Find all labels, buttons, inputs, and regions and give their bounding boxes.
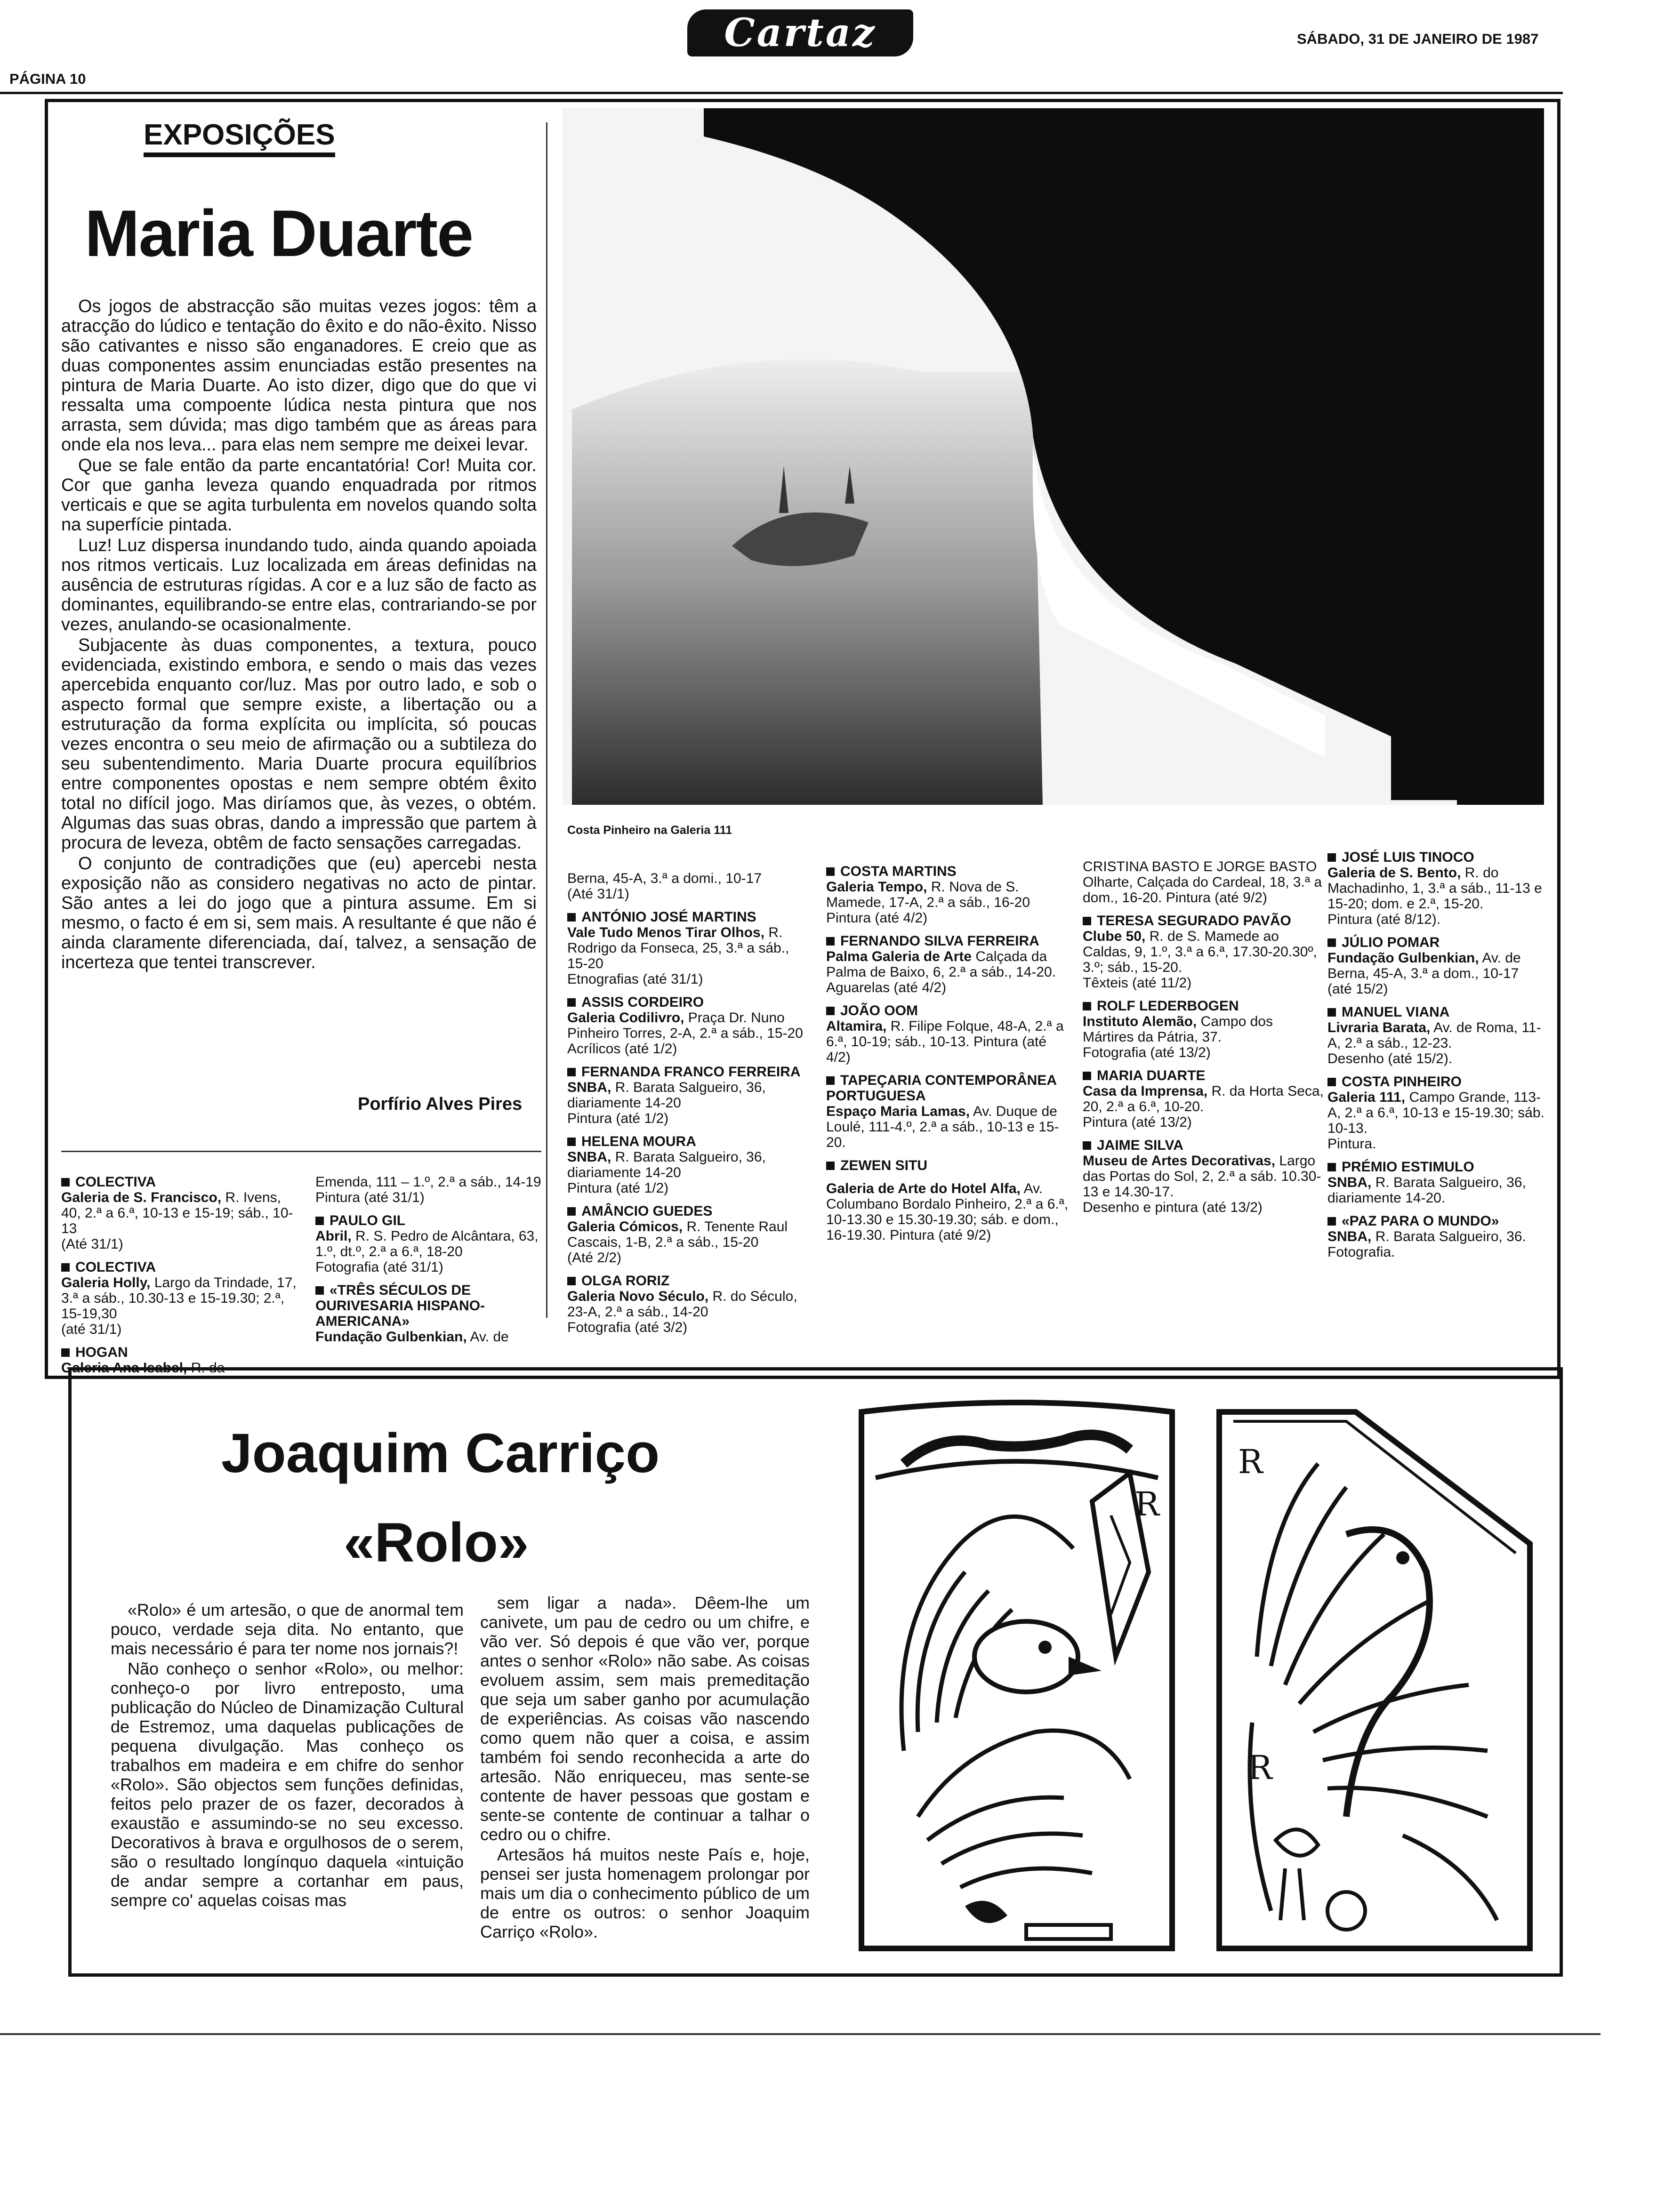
listing-details: R. Ivens, 40, 2.ª a 6.ª, 10-13 e 15-19; sáb., 10-13 bbox=[61, 1190, 293, 1236]
listing-details: Campo dos Mártires da Pátria, 37. bbox=[1083, 1014, 1273, 1045]
bullet-square-icon bbox=[61, 1348, 70, 1357]
listing-entry bbox=[826, 1158, 1069, 1173]
listing-details: R. Barata Salgueiro, 36, diariamente 14-20 bbox=[567, 1080, 766, 1111]
listing-entry bbox=[1327, 935, 1549, 997]
listing-entry bbox=[1327, 1074, 1549, 1152]
listings-column-5 bbox=[1083, 859, 1327, 1223]
listing-entry bbox=[567, 1273, 812, 1335]
listing-artist: «PAZ PARA O MUNDO» bbox=[1342, 1213, 1499, 1229]
listing-details: Calçada da Palma de Baixo, 6, 2.ª a sáb., 14-20. Aguarelas (até 4/2) bbox=[826, 949, 1056, 995]
listing-artist: TAPEÇARIA CONTEMPORÂNEA PORTUGUESA bbox=[826, 1073, 1056, 1104]
rolo-body-col1 bbox=[111, 1600, 464, 1911]
bullet-square-icon bbox=[1083, 917, 1091, 925]
listing-details: R. do Machadinho, 1, 3.ª a sáb., 11-13 e 15-20; dom. e 2.ª, 15-20. bbox=[1327, 865, 1542, 912]
listing-entry bbox=[315, 1174, 546, 1205]
listing-details: R. Barata Salgueiro, 36, diariamente 14-20. bbox=[1327, 1175, 1526, 1206]
bullet-square-icon bbox=[567, 998, 576, 1007]
listing-entry bbox=[1083, 1138, 1327, 1215]
listing-details: R. Rodrigo da Fonseca, 25, 3.ª a sáb., 15-20 bbox=[567, 925, 789, 971]
listing-details: Campo Grande, 113-A, 2.ª a 6.ª, 10-13 e 15-19.30; sáb. 10-13. bbox=[1327, 1090, 1544, 1136]
listing-note: Etnografias (até 31/1) bbox=[567, 971, 703, 987]
listing-venue: Galeria de S. Francisco, bbox=[61, 1190, 222, 1205]
bullet-square-icon bbox=[315, 1286, 324, 1295]
header-rule bbox=[0, 92, 1563, 94]
listing-venue: Galeria 111, bbox=[1327, 1090, 1406, 1105]
bullet-square-icon bbox=[1327, 1008, 1336, 1017]
listing-entry bbox=[315, 1282, 546, 1345]
listing-entry bbox=[826, 933, 1069, 995]
photo-caption: Costa Pinheiro na Galeria 111 bbox=[567, 824, 732, 837]
listing-entry bbox=[1327, 1004, 1549, 1066]
bullet-square-icon bbox=[1327, 853, 1336, 862]
listing-details: Av. Duque de Loulé, 111-4.º, 2.ª a sáb., 10-13 e 15-20. bbox=[826, 1104, 1059, 1150]
listing-artist: PAULO GIL bbox=[330, 1213, 406, 1228]
bullet-square-icon bbox=[826, 867, 835, 876]
listing-note: Fotografia (até 13/2) bbox=[1083, 1045, 1211, 1060]
listing-venue: SNBA, bbox=[1327, 1175, 1372, 1190]
listing-note: Desenho (até 15/2). bbox=[1327, 1051, 1453, 1066]
bullet-square-icon bbox=[826, 1007, 835, 1015]
listing-venue: Galeria Novo Século, bbox=[567, 1289, 709, 1304]
listing-entry bbox=[826, 1003, 1069, 1065]
listing-details: R. Barata Salgueiro, 36. bbox=[1375, 1229, 1526, 1244]
listings-rule bbox=[61, 1151, 541, 1152]
listing-note: (até 31/1) bbox=[61, 1322, 122, 1337]
listing-artist: ZEWEN SITU bbox=[840, 1158, 927, 1173]
listing-details: R. Filipe Folque, 48-A, 2.ª a 6.ª, 10-19; sáb., 10-13. Pintura (até 4/2) bbox=[826, 1018, 1064, 1065]
listing-venue: Vale Tudo Menos Tirar Olhos, bbox=[567, 925, 764, 940]
listing-details: Av. de Roma, 11-A, 2.ª a sáb., 12-23. bbox=[1327, 1020, 1541, 1051]
article-paragraph: Luz! Luz dispersa inundando tudo, ainda quando apoiada nos ritmos verticais. Luz localizada em áreas definidas na ausência de estruturas rígidas. A cor e a luz são de facto as dominantes, equilibrando-se entre elas, contrariando-se por vezes, anulando-se ocasionalmente. bbox=[61, 536, 537, 634]
bullet-square-icon bbox=[826, 1076, 835, 1085]
listing-artist: FERNANDA FRANCO FERREIRA bbox=[581, 1064, 801, 1080]
listing-artist: «TRÊS SÉCULOS DE OURIVESARIA HISPANO-AMERICANA» bbox=[315, 1282, 485, 1329]
carving-illustration-left bbox=[847, 1393, 1186, 1963]
listings-column-4 bbox=[826, 864, 1069, 1250]
listing-note: Pintura (até 1/2) bbox=[567, 1111, 669, 1126]
listing-venue: Espaço Maria Lamas, bbox=[826, 1104, 970, 1119]
listing-details: Praça Dr. Nuno Pinheiro Torres, 2-A, 2.ª a sáb., 15-20 bbox=[567, 1010, 803, 1041]
listing-venue: Museu de Artes Decorativas, bbox=[1083, 1153, 1276, 1169]
listing-details: CRISTINA BASTO E JORGE BASTO Olharte, Calçada do Cardeal, 18, 3.ª a dom., 16-20. Pintura (até 9/2) bbox=[1083, 859, 1322, 906]
column-divider bbox=[546, 122, 547, 1318]
article-paragraph: O conjunto de contradições que (eu) apercebi nesta exposição não as considero negativas no acto de pintar. São antes a lei do jogo que a pintura assume. Em si mesmo, o facto é em si, sem mais. A resultante é que não é ainda claramente diferenciada, daí, talvez, a sensação de incerteza que tentei transcrever. bbox=[61, 854, 537, 972]
listing-entry bbox=[567, 1203, 812, 1266]
listing-artist: HELENA MOURA bbox=[581, 1134, 696, 1149]
article-body bbox=[61, 297, 537, 973]
listing-note: Pintura (até 31/1) bbox=[315, 1190, 425, 1205]
listing-entry bbox=[1083, 1068, 1327, 1130]
listing-venue: Fundação Gulbenkian, bbox=[315, 1329, 467, 1345]
bullet-square-icon bbox=[1327, 1217, 1336, 1226]
listing-venue: Fundação Gulbenkian, bbox=[1327, 950, 1479, 966]
listing-artist: COSTA PINHEIRO bbox=[1342, 1074, 1462, 1090]
masthead-logo: Cartaz bbox=[687, 9, 913, 56]
listing-artist: TERESA SEGURADO PAVÃO bbox=[1097, 913, 1291, 929]
listing-details: Emenda, 111 – 1.º, 2.ª a sáb., 14-19 bbox=[315, 1174, 541, 1190]
listing-entry bbox=[315, 1213, 546, 1275]
listing-details: Av. de Berna, 45-A, 3.ª a dom., 10-17 bbox=[1327, 950, 1521, 981]
listing-artist: HOGAN bbox=[75, 1345, 128, 1360]
listing-details: R. da Horta Seca, 20, 2.ª a 6.ª, 10-20. bbox=[1083, 1083, 1324, 1114]
carving-monogram: R bbox=[1134, 1485, 1159, 1523]
listing-entry bbox=[61, 1174, 297, 1252]
bullet-square-icon bbox=[1083, 1002, 1091, 1010]
bullet-square-icon bbox=[61, 1263, 70, 1272]
listing-note: Fotografia (até 3/2) bbox=[567, 1320, 688, 1335]
listing-artist: ANTÓNIO JOSÉ MARTINS bbox=[581, 909, 756, 925]
listing-entry bbox=[1327, 1213, 1549, 1260]
listing-details: R. Nova de S. Mamede, 17-A, 2.ª a sáb., 16-20 bbox=[826, 879, 1030, 910]
listing-venue: Livraria Barata, bbox=[1327, 1020, 1431, 1035]
painting-photo bbox=[563, 108, 1544, 805]
listing-venue: Galeria de Arte do Hotel Alfa, bbox=[826, 1181, 1021, 1196]
listing-details: R. S. Pedro de Alcântara, 63, 1.º, dt.º, 2.ª a 6.ª, 18-20 bbox=[315, 1228, 539, 1259]
listing-artist: OLGA RORIZ bbox=[581, 1273, 670, 1289]
carving-monogram: R bbox=[1238, 1443, 1263, 1481]
listing-venue: Galeria Holly, bbox=[61, 1275, 151, 1290]
article-author: Porfírio Alves Pires bbox=[358, 1094, 523, 1114]
listing-venue: Clube 50, bbox=[1083, 929, 1146, 944]
listing-venue: Galeria de S. Bento, bbox=[1327, 865, 1461, 881]
listing-entry bbox=[1327, 1159, 1549, 1206]
listing-artist: ROLF LEDERBOGEN bbox=[1097, 998, 1239, 1014]
listing-artist: JOÃO OOM bbox=[840, 1003, 918, 1018]
bullet-square-icon bbox=[1327, 938, 1336, 947]
listing-details: R. de S. Mamede ao Caldas, 9, 1.º, 3.ª a 6.ª, 17.30-20.30º, 3.º; sáb., 15-20. bbox=[1083, 929, 1317, 975]
article-paragraph: Artesãos há muitos neste País e, hoje, pensei ser justa homenagem prolongar por mais um dia o conhecimento público de um de entre os outros: o senhor Joaquim Carriço «Rolo». bbox=[480, 1845, 810, 1941]
bullet-square-icon bbox=[567, 1207, 576, 1216]
rolo-title: Joaquim Carriço bbox=[221, 1422, 660, 1484]
article-paragraph: Os jogos de abstracção são muitas vezes jogos: têm a atracção do lúdico e tentação do êxito e do não-êxito. Nisso são cativantes e nisso são enganadores. E creio que as duas componentes assim enunciadas estão presentes na pintura de Maria Duarte. Ao isto dizer, digo que do que vi ressalta uma compoente lúdica nesta pintura que nos arrasta, sem dúvida; mas digo também que as áreas para onde ela nos leva... para elas nem sempre me deixei levar. bbox=[61, 297, 537, 455]
listing-artist: JAIME SILVA bbox=[1097, 1138, 1183, 1153]
bullet-square-icon bbox=[1327, 1163, 1336, 1171]
article-title: Maria Duarte bbox=[85, 196, 473, 270]
listing-note: Têxteis (até 11/2) bbox=[1083, 975, 1192, 991]
bullet-square-icon bbox=[567, 1068, 576, 1076]
listing-details: R. da bbox=[191, 1360, 225, 1376]
listing-note: Fotografia (até 31/1) bbox=[315, 1259, 443, 1275]
listing-note: Pintura (até 1/2) bbox=[567, 1180, 669, 1196]
listing-entry bbox=[567, 871, 812, 902]
listing-artist: MARIA DUARTE bbox=[1097, 1068, 1206, 1083]
article-paragraph: Que se fale então da parte encantatória! Cor! Muita cor. Cor que ganha leveza quando enquadrada por ritmos verticais e que se agita turbulenta em novelos quando solta na superfície pintada. bbox=[61, 456, 537, 535]
listing-details: Largo das Portas do Sol, 2, 2.ª a sáb. 10.30-13 e 14.30-17. bbox=[1083, 1153, 1321, 1200]
listing-entry bbox=[61, 1259, 297, 1337]
footer-rule bbox=[0, 2033, 1601, 2035]
issue-date: SÁBADO, 31 DE JANEIRO DE 1987 bbox=[1297, 31, 1539, 47]
listing-details: R. Barata Salgueiro, 36, diariamente 14-20 bbox=[567, 1149, 766, 1180]
listing-artist: COSTA MARTINS bbox=[840, 864, 957, 879]
listing-venue: Galeria Ana Isabel, bbox=[61, 1360, 187, 1376]
listings-column-2 bbox=[315, 1174, 546, 1352]
listing-note: (Até 31/1) bbox=[567, 886, 629, 902]
listing-artist: MANUEL VIANA bbox=[1342, 1004, 1450, 1020]
listing-details: Largo da Trindade, 17, 3.ª a sáb., 10.30-13 e 15-19.30; 2.ª, 15-19,30 bbox=[61, 1275, 297, 1322]
listing-venue: Altamira, bbox=[826, 1018, 887, 1034]
carving-illustration-right bbox=[1205, 1393, 1544, 1963]
listings-column-6 bbox=[1327, 850, 1549, 1267]
listing-details: R. do Século, 23-A, 2.ª a sáb., 14-20 bbox=[567, 1289, 797, 1320]
listing-artist: COLECTIVA bbox=[75, 1259, 156, 1275]
article-paragraph: sem ligar a nada». Dêem-lhe um canivete, um pau de cedro ou um chifre, e vão ver. Só depois é que vão ver, porque antes o senhor «Rolo» não sabe. As coisas evoluem assim, sem mais premeditação que seja um saber ganho por acumulação de experiências. As coisas vão nascendo como quem não quer a coisa, e assim também foi sendo reconhecida a arte do artesão. Não enriqueceu, mas sente-se contente de haver pessoas que gostam e sente-se contente de continuar a talhar o cedro ou o chifre. bbox=[480, 1593, 810, 1844]
listing-entry bbox=[1083, 998, 1327, 1060]
listing-artist: COLECTIVA bbox=[75, 1174, 156, 1190]
rolo-body-col2 bbox=[480, 1593, 810, 1942]
listing-entry bbox=[1083, 859, 1327, 906]
bullet-square-icon bbox=[826, 937, 835, 946]
listing-venue: Casa da Imprensa, bbox=[1083, 1083, 1208, 1099]
listing-venue: Instituto Alemão, bbox=[1083, 1014, 1197, 1029]
listing-entry bbox=[567, 909, 812, 987]
article-paragraph: «Rolo» é um artesão, o que de anormal tem pouco, verdade seja dita. No entanto, que mais necessário é para ter nome nos jornais?! bbox=[111, 1600, 464, 1658]
listing-venue: SNBA, bbox=[567, 1149, 611, 1165]
listing-entry bbox=[1083, 913, 1327, 991]
listing-entry bbox=[567, 994, 812, 1057]
listing-venue: Galeria Codilivro, bbox=[567, 1010, 684, 1026]
listing-entry bbox=[1327, 850, 1549, 927]
listing-entry bbox=[826, 864, 1069, 926]
bullet-square-icon bbox=[61, 1178, 70, 1186]
listing-details: R. Tenente Raul Cascais, 1-B, 2.ª a sáb., 15-20 bbox=[567, 1219, 788, 1250]
listing-note: Acrílicos (até 1/2) bbox=[567, 1041, 677, 1057]
listing-note: Pintura. bbox=[1327, 1136, 1376, 1152]
listing-artist: JÚLIO POMAR bbox=[1342, 935, 1440, 950]
listing-artist: JOSÉ LUIS TINOCO bbox=[1342, 850, 1474, 865]
listing-venue: Abril, bbox=[315, 1228, 352, 1244]
listing-note: (Até 2/2) bbox=[567, 1250, 622, 1266]
listing-venue: Galeria Tempo, bbox=[826, 879, 927, 895]
listing-artist: PRÉMIO ESTIMULO bbox=[1342, 1159, 1474, 1175]
bullet-square-icon bbox=[567, 1277, 576, 1285]
bullet-square-icon bbox=[1083, 1141, 1091, 1150]
bullet-square-icon bbox=[567, 913, 576, 922]
listing-venue: SNBA, bbox=[1327, 1229, 1372, 1244]
article-paragraph: Não conheço o senhor «Rolo», ou melhor: conheço-o por livro entreposto, uma publicação do Núcleo de Dinamização Cultural de Estremoz, uma daquelas publicações de pequena divulgação. Mas conheço os trabalhos em madeira e em chifre do senhor «Rolo». São objectos sem funções definidas, feitos pelo prazer de os fazer, decorados à exaustão e assumindo-se no seu excesso. Decorativos à brava e orgulhosos de o serem, são o resultado longínquo daquela «intuição de andar sempre a cortanhar em paus, sempre co' aquelas coisas mas bbox=[111, 1659, 464, 1910]
listing-entry bbox=[567, 1064, 812, 1126]
listing-note: Pintura (até 13/2) bbox=[1083, 1114, 1192, 1130]
page-label: PÁGINA 10 bbox=[9, 71, 86, 87]
article-paragraph: Subjacente às duas componentes, a textura, pouco evidenciada, existindo embora, e sendo o mais das vezes apercebida enquanto cor/luz. Mas por outro lado, e sob o aspecto formal que sempre existe, a libertação ou a estruturação da forma explícita ou implícita, só poucas vezes encontra o seu meio de afirmação ou a subtileza do seu subentendimento. Maria Duarte procura equilíbrios entre componentes opostas e nem sempre obtém êxito total no difícil jogo. Mas diríamos que, às vezes, o obtém. Algumas das suas obras, dando a impressão que partem à procura de leveza, obtêm de facto sensações carregadas. bbox=[61, 635, 537, 853]
carving-monogram: R bbox=[1247, 1748, 1272, 1787]
listing-note: Desenho e pintura (até 13/2) bbox=[1083, 1200, 1263, 1215]
listing-note: (até 15/2) bbox=[1327, 981, 1388, 997]
listing-artist: AMÂNCIO GUEDES bbox=[581, 1203, 713, 1219]
rolo-subtitle: «Rolo» bbox=[344, 1512, 529, 1574]
listing-entry bbox=[826, 1181, 1069, 1243]
listings-column-3 bbox=[567, 871, 812, 1343]
bullet-square-icon bbox=[567, 1138, 576, 1146]
bullet-square-icon bbox=[315, 1217, 324, 1225]
listing-note: Fotografia. bbox=[1327, 1244, 1395, 1260]
listing-details: Berna, 45-A, 3.ª a domi., 10-17 bbox=[567, 871, 762, 886]
listing-entry bbox=[826, 1073, 1069, 1150]
listing-artist: ASSIS CORDEIRO bbox=[581, 994, 704, 1010]
listing-details: Av. de bbox=[470, 1329, 509, 1345]
bullet-square-icon bbox=[826, 1162, 835, 1170]
listing-venue: Palma Galeria de Arte bbox=[826, 949, 972, 964]
listing-details: Av. Columbano Bordalo Pinheiro, 2.ª a 6.ª, 10-13.30 e 15.30-19.30; sáb. e dom., 16-19.30. Pintura (até 9/2) bbox=[826, 1181, 1069, 1243]
listing-artist: FERNANDO SILVA FERREIRA bbox=[840, 933, 1039, 949]
listing-entry bbox=[567, 1134, 812, 1196]
listing-note: (Até 31/1) bbox=[61, 1236, 123, 1252]
listing-note: Pintura (até 4/2) bbox=[826, 910, 928, 926]
bullet-square-icon bbox=[1083, 1072, 1091, 1080]
listing-venue: SNBA, bbox=[567, 1080, 611, 1095]
listings-column-1 bbox=[61, 1174, 297, 1383]
bullet-square-icon bbox=[1327, 1078, 1336, 1086]
listing-venue: Galeria Cómicos, bbox=[567, 1219, 683, 1234]
section-kicker: EXPOSIÇÕES bbox=[144, 118, 335, 157]
listing-note: Pintura (até 8/12). bbox=[1327, 912, 1441, 927]
